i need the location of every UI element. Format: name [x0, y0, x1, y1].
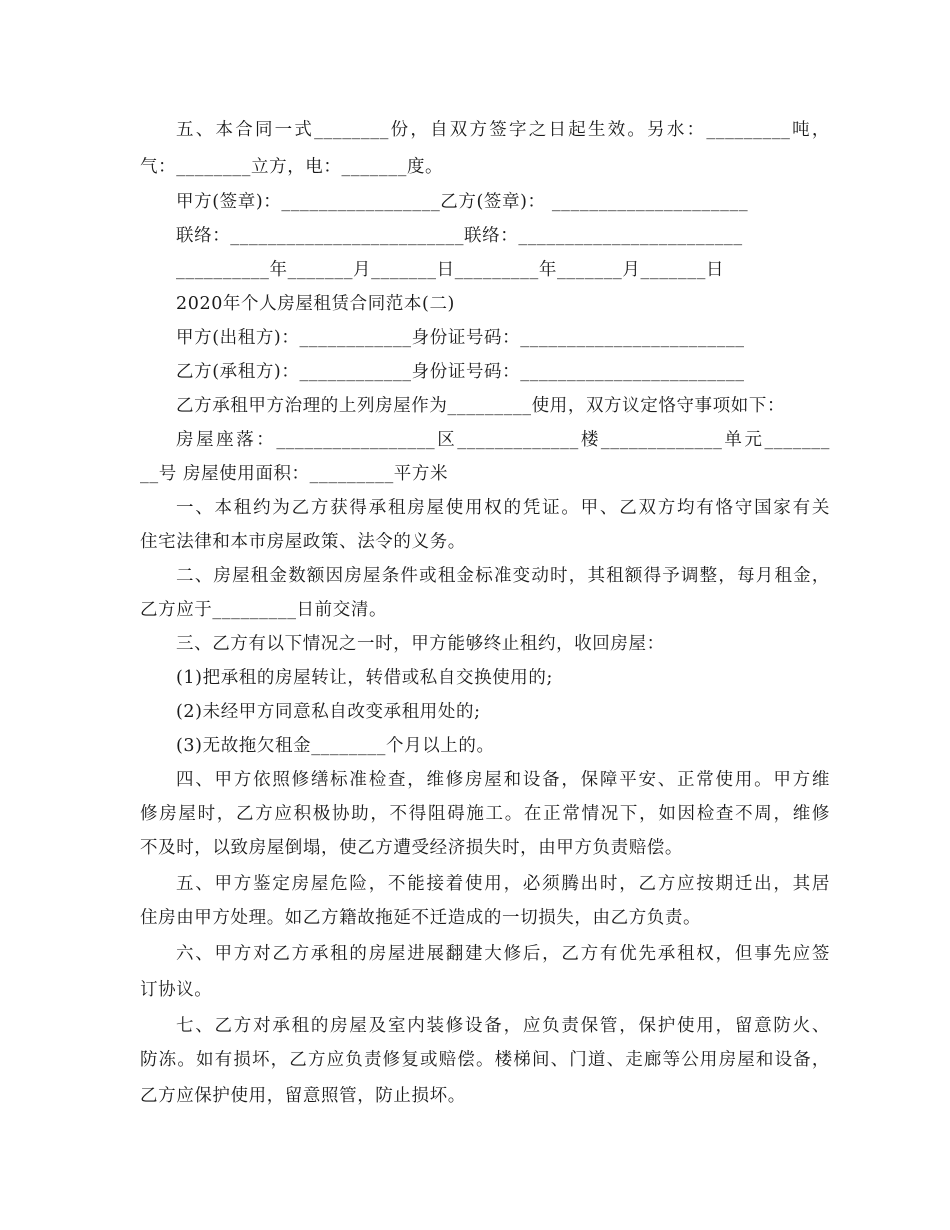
article-5-line-1: 五、甲方鉴定房屋危险，不能接着使用，必须腾出时，乙方应按期迁出，其居 — [176, 874, 830, 894]
article-3-line: 三、乙方有以下情况之一时，甲方能够终止租约，收回房屋： — [176, 634, 665, 654]
clause-5-line-1: 五、本合同一式________份，自双方签字之日起生效。另水：_________吨， — [176, 120, 830, 140]
article-3-item-1: (1)把承租的房屋转让，转借或私自交换使用的; — [176, 668, 553, 688]
article-4-line-3: 不及时，以致房屋倒塌，使乙方遭受经济损失时，由甲方负责赔偿。 — [140, 838, 683, 858]
usage-line: 乙方承租甲方治理的上列房屋作为_________使用，双方议定恪守事项如下： — [176, 396, 786, 416]
signature-line: 甲方(签章)：_________________乙方(签章)： _____________________ — [176, 192, 749, 212]
article-4-line-1: 四、甲方依照修缮标准检查，维修房屋和设备，保障平安、正常使用。甲方维 — [176, 770, 830, 790]
contract-title: 2020年个人房屋租赁合同范本(二) — [176, 294, 455, 314]
article-7-line-3: 乙方应保护使用，留意照管，防止损坏。 — [140, 1086, 466, 1106]
article-4-line-2: 修房屋时，乙方应积极协助，不得阻碍施工。在正常情况下，如因检查不周，维修 — [140, 804, 830, 824]
article-7-line-2: 防冻。如有损坏，乙方应负责修复或赔偿。楼梯间、门道、走廊等公用房屋和设备， — [140, 1050, 830, 1070]
article-6-line-1: 六、甲方对乙方承租的房屋进展翻建大修后，乙方有优先承租权，但事先应签 — [176, 944, 830, 964]
article-6-line-2: 订协议。 — [140, 980, 213, 1000]
article-2-line-2: 乙方应于_________日前交清。 — [140, 600, 388, 620]
article-3-item-3: (3)无故拖欠租金________个月以上的。 — [176, 736, 495, 756]
article-7-line-1: 七、乙方对承租的房屋及室内装修设备，应负责保管，保护使用，留意防火、 — [176, 1016, 830, 1036]
contact-line: 联络：_________________________联络：________________________ — [176, 226, 743, 246]
location-line-2: __号 房屋使用面积：_________平方米 — [140, 464, 449, 484]
party-a-line: 甲方(出租方)：____________身份证号码：________________________ — [176, 328, 745, 348]
article-2-line-1: 二、房屋租金数额因房屋条件或租金标准变动时，其租额得予调整，每月租金， — [176, 566, 830, 586]
article-1-line-2: 住宅法律和本市房屋政策、法令的义务。 — [140, 532, 466, 552]
article-3-item-2: (2)未经甲方同意私自改变承租用处的; — [176, 702, 481, 722]
party-b-line: 乙方(承租方)：____________身份证号码：________________________ — [176, 362, 745, 382]
clause-5-line-2: 气：________立方，电：_______度。 — [140, 157, 444, 177]
article-5-line-2: 住房由甲方处理。如乙方籍故拖延不迁造成的一切损失，由乙方负责。 — [140, 908, 702, 928]
article-1-line-1: 一、本租约为乙方获得承租房屋使用权的凭证。甲、乙双方均有恪守国家有关 — [176, 498, 830, 518]
location-line-1: 房屋座落：_________________区_____________楼_____________单元_______ — [176, 430, 830, 450]
date-line: __________年_______月_______日_________年_______月_______日 — [176, 260, 725, 280]
